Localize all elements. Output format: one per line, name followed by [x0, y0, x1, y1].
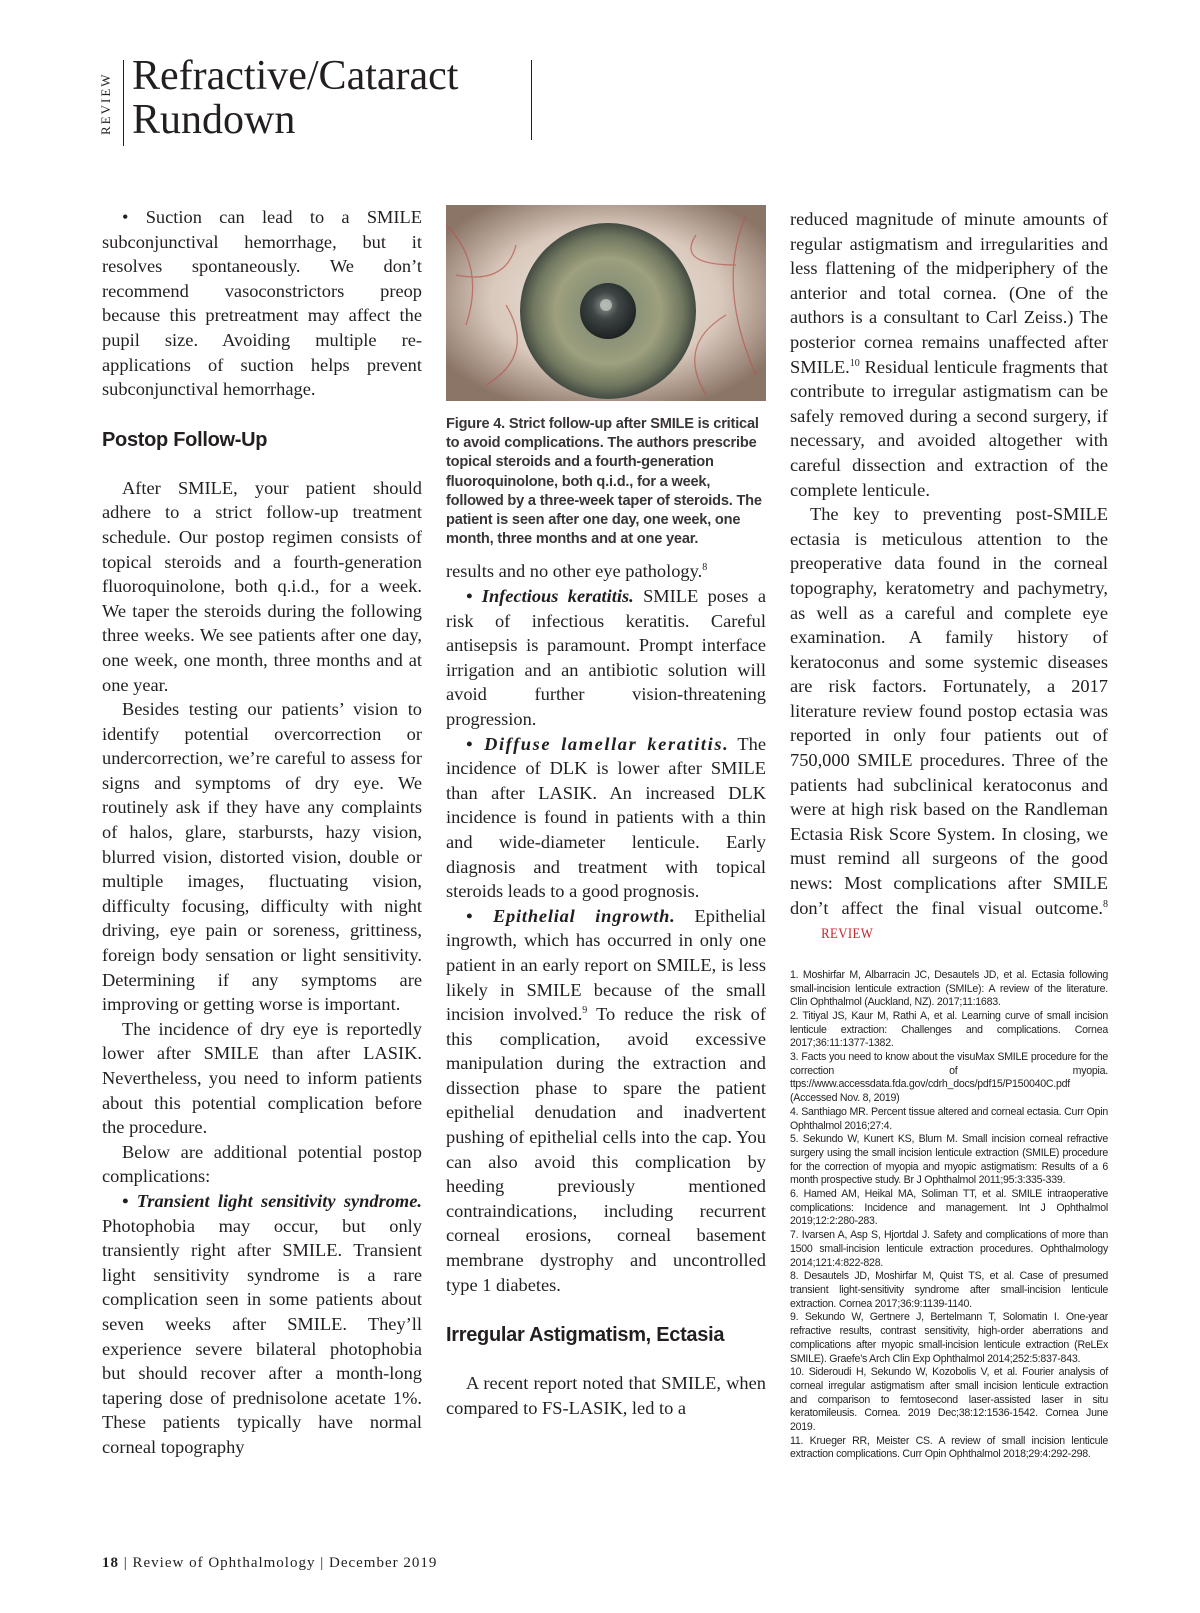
- reference-item: 5. Sekundo W, Kunert KS, Blum M. Small incision corneal refractive surgery using the small incision lenticule extraction (SMILE) procedure for the correction of myopia and myopic astigmatism: Results of a 6 month prospective study. Br J Ophthalmol 2011;95:3:335-339.: [790, 1133, 1108, 1187]
- paragraph-infectious-keratitis: [446, 584, 766, 732]
- text-infectious-keratitis: SMILE poses a risk of infectious keratitis. Careful antisepsis is paramount. Prompt interface irrigation and an antibiotic solution will avoid further vision-threatening progression.: [446, 586, 766, 729]
- text-transient-light-sensitivity: Photophobia may occur, but only transiently right after SMILE. Transient light sensitivity syndrome is a rare complication seen in some patients about seven weeks after SMILE. They’ll experience severe bilateral photophobia but should recover after a month-long tapering dose of prednisolone acetate 1%. These patients typically have normal corneal topography: [102, 1215, 422, 1457]
- paragraph-recent-report: A recent report noted that SMILE, when compared to FS-LASIK, led to a: [446, 1373, 766, 1418]
- lead-epithelial-ingrowth: • Epithelial ingrowth.: [466, 905, 676, 926]
- department-title: [132, 54, 458, 142]
- section-tag-rule: [123, 60, 124, 146]
- lead-transient-light-sensitivity: • Transient light sensitivity syndrome.: [122, 1190, 422, 1211]
- section-tag: REVIEW: [98, 72, 113, 136]
- reference-item: 9. Sekundo W, Gertnere J, Bertelmann T, Solomatin I. One-year refractive results, contrast sensitivity, high-order aberrations and complications after myopic small-incision lenticule extraction (ReLEx SMILE). Graefe’s Arch Clin Exp Ophthalmol 2014;252:5:837-843.: [790, 1311, 1108, 1365]
- lead-diffuse-lamellar-keratitis: • Diffuse lamellar keratitis.: [466, 733, 730, 754]
- footer-publication: | Review of Ophthalmology | December 2019: [119, 1555, 438, 1571]
- pupil: [580, 283, 636, 339]
- citation-10: 10: [849, 357, 860, 369]
- text-residual-lenticule: Residual lenticule fragments that contribute to irregular astigmatism can be safely removed during a second surgery, if necessary, and avoided altogether with careful dissection and extraction of the complete lenticule.: [790, 356, 1108, 500]
- reference-item: 7. Ivarsen A, Asp S, Hjortdal J. Safety and complications of more than 1500 small-incision lenticule extraction procedures. Ophthalmology 2014;121:4:822-828.: [790, 1229, 1108, 1269]
- paragraph-additional-complications: Below are additional potential postop complications:: [102, 1141, 422, 1187]
- page-number: 18: [102, 1555, 119, 1571]
- citation-8: 8: [702, 562, 708, 574]
- text-epithelial-ingrowth-1: Epithelial ingrowth, which has occurred in only one patient in an early report on SMILE, is less likely in SMILE because of the small incision involved.: [446, 905, 766, 1025]
- page-footer: [102, 1555, 437, 1572]
- paragraph-after-smile: After SMILE, your patient should adhere to a strict follow-up treatment schedule. Our postop regimen consists of topical steroids and a fourth-generation fluoroquinolone, both q.i.d., for a week. We taper the steroids during the following three weeks. We see patients after one day, one week, one month, three months and at one year.: [102, 477, 422, 695]
- heading-postop-follow-up: Postop Follow-Up: [102, 428, 268, 451]
- end-of-article-mark: REVIEW: [821, 926, 874, 943]
- citation-9: 9: [582, 1004, 588, 1016]
- paragraph-suction: • Suction can lead to a SMILE subconjunctival hemorrhage, but it resolves spontaneously. We don’t recommend vasoconstrictors preop because this pretreatment may affect the pupil size. Avoiding multiple re-applications of suction helps prevent subconjunctival hemorrhage.: [102, 207, 422, 400]
- reference-item: 11. Krueger RR, Meister CS. A review of small incision lenticule extraction complications. Curr Opin Ophthalmol 2018;29:4:292-298.: [790, 1434, 1108, 1461]
- reference-item: 10. Sideroudi H, Sekundo W, Kozobolis V, et al. Fourier analysis of corneal irregular astigmatism after small incision lenticule extraction and comparison to femtosecond laser-assisted laser in situ keratomileusis. Cornea. 2019 Dec;38:12:1536-1542. Cornea June 2019.: [790, 1366, 1108, 1434]
- reference-item: 4. Santhiago MR. Percent tissue altered and corneal ectasia. Curr Opin Ophthalmol 2016;27:4.: [790, 1105, 1108, 1132]
- title-line-1: Refractive/Cataract: [132, 53, 459, 99]
- text-reduced-magnitude: reduced magnitude of minute amounts of regular astigmatism and irregularities and less flattening of the midperiphery of the anterior and total cornea. (One of the authors is a consultant to Carl Zeiss.) The posterior cornea remains unaffected after SMILE.: [790, 209, 1108, 377]
- paragraph-results: [446, 559, 766, 584]
- paragraph-epithelial-ingrowth: [446, 904, 766, 1298]
- text-diffuse-lamellar-keratitis: The incidence of DLK is lower after SMILE than after LASIK. An increased DLK incidence is found in patients with a thin and wide-diameter lenticule. Early diagnosis and treatment with topical steroids leads to a good prognosis.: [446, 733, 767, 902]
- paragraph-transient-light-sensitivity: [102, 1189, 422, 1460]
- title-line-2: Rundown: [132, 97, 296, 143]
- column-2: [446, 205, 766, 1420]
- text-results: results and no other eye pathology.: [446, 561, 703, 582]
- references-list: [790, 969, 1108, 1462]
- paragraph-key-preventing: [790, 502, 1108, 947]
- title-rule: [531, 60, 532, 140]
- figure-4-caption: Figure 4. Strict follow-up after SMILE is critical to avoid complications. The authors prescribe topical steroids and a fourth-generation fluoroquinolone, both q.i.d., for a week, followed by a three-week taper of steroids. The patient is seen after one day, one week, one month, three months and at one year.: [446, 416, 762, 548]
- reference-item: 2. Titiyal JS, Kaur M, Rathi A, et al. Learning curve of small incision lenticule extraction: Challenges and complications. Cornea 2017;36:11:1377-1382.: [790, 1009, 1108, 1050]
- column-3: [790, 207, 1108, 1462]
- column-1: [102, 205, 422, 1460]
- text-key-preventing: The key to preventing post-SMILE ectasia is meticulous attention to the preoperative data found in the corneal topography, keratometry and pachymetry, as well as a careful and complete eye examination. A family history of keratoconus and some systemic diseases are risk factors. Fortunately, a 2017 literature review found postop ectasia was reported in only four patients out of 750,000 SMILE procedures. Three of the patients had subclinical keratoconus and were at high risk based on the Randleman Ectasia Risk Score System. In closing, we must remind all surgeons of the good news: Most complications after SMILE don’t affect the final visual outcome.: [790, 504, 1108, 918]
- reference-item: 3. Facts you need to know about the visuMax SMILE procedure for the correction of myopia. ttps://www.accessdata.fda.gov/cdrh_docs/pdf15/P150040C.pdf (Accessed Nov. 8, 2019): [790, 1051, 1108, 1105]
- figure-4-eye-photo: [446, 205, 766, 401]
- eye-illustration: [446, 205, 766, 401]
- reference-item: 1. Moshirfar M, Albarracin JC, Desautels JD, et al. Ectasia following small-incision lenticule extraction (SMILe): A review of the literature. Clin Ophthalmol (Auckland, NZ). 2017;11:1683.: [790, 968, 1108, 1009]
- paragraph-dry-eye: The incidence of dry eye is reportedly lower after SMILE than after LASIK. Nevertheless, you need to inform patients about this potential complication before the procedure.: [102, 1018, 422, 1138]
- reference-item: 6. Hamed AM, Heikal MA, Soliman TT, et al. SMILE intraoperative complications: Incidence and management. Int J Ophthalmol 2019;12:2:280-283.: [790, 1188, 1108, 1228]
- paragraph-diffuse-lamellar-keratitis: [446, 732, 766, 904]
- paragraph-besides-testing: Besides testing our patients’ vision to identify potential overcorrection or undercorrection, we’re careful to assess for signs and symptoms of dry eye. We routinely ask if they have any complaints of halos, glare, starbursts, hazy vision, blurred vision, distorted vision, double or multiple images, fluctuating vision, difficulty focusing, difficulty with night driving, eye pain or soreness, grittiness, foreign body sensation or light sensitivity. Determining if any symptoms are improving or getting worse is important.: [102, 699, 422, 1015]
- citation-8-final: 8: [1103, 898, 1108, 910]
- heading-irregular-astigmatism: Irregular Astigmatism, Ectasia: [446, 1324, 725, 1347]
- paragraph-reduced-magnitude: [790, 207, 1108, 502]
- pupil-reflection: [600, 299, 612, 311]
- lead-infectious-keratitis: • Infectious keratitis.: [466, 586, 634, 607]
- text-epithelial-ingrowth-2: To reduce the risk of this complication, avoid excessive manipulation during the extraction and dissection phase to spare the patient epithelial denudation and inadvertent pushing of epithelial cells into the cap. You can also avoid this complication by heeding previously mentioned contraindications, including recurrent corneal erosions, corneal basement membrane dystrophy and uncontrolled type 1 diabetes.: [446, 1004, 766, 1295]
- reference-item: 8. Desautels JD, Moshirfar M, Quist TS, et al. Case of presumed transient light-sensitivity syndrome after small-incision lenticule extraction. Cornea 2017;36:9:1139-1140.: [790, 1270, 1108, 1310]
